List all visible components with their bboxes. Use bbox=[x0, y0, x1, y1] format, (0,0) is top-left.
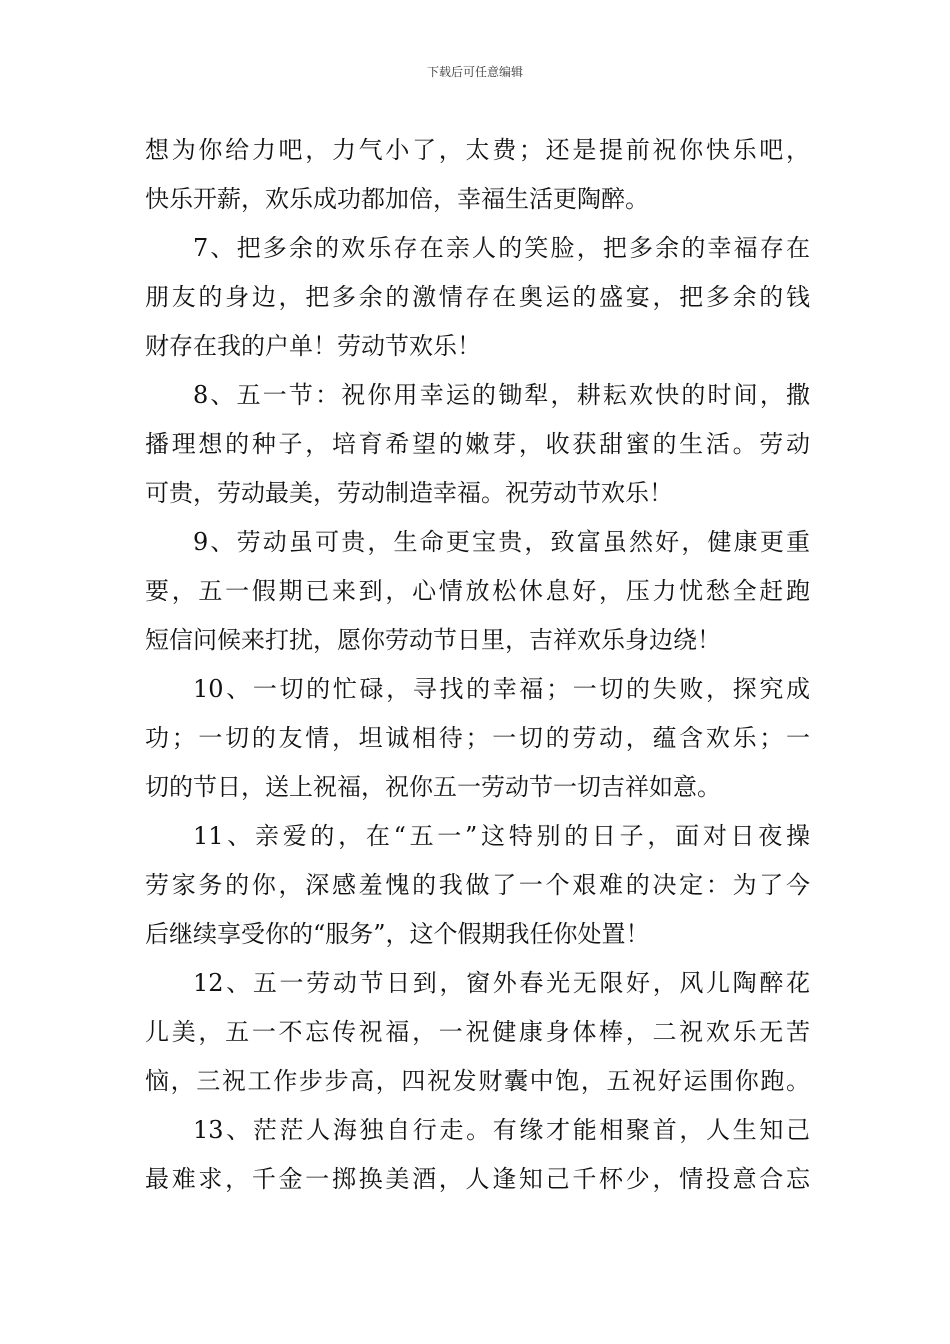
text-line: 想为你给力吧，力气小了，太费；还是提前祝你快乐吧， bbox=[145, 136, 810, 164]
page-header: 下载后可任意编辑 bbox=[426, 65, 523, 79]
text-line: 短信问候来打扰，愿你劳动节日里，吉祥欢乐身边绕！ bbox=[145, 626, 721, 654]
text-line: 8、五一节：祝你用幸运的锄犁，耕耘欢快的时间，撒 bbox=[193, 381, 810, 409]
text-line: 切的节日，送上祝福，祝你五一劳动节一切吉祥如意。 bbox=[145, 773, 721, 801]
text-line: 最难求，千金一掷换美酒，人逢知己千杯少，情投意合忘 bbox=[145, 1165, 810, 1193]
text-line: 13、茫茫人海独自行走。有缘才能相聚首，人生知己 bbox=[193, 1116, 810, 1144]
text-line: 9、劳动虽可贵，生命更宝贵，致富虽然好，健康更重 bbox=[193, 528, 810, 556]
text-line: 要，五一假期已来到，心情放松休息好，压力忧愁全赶跑 bbox=[145, 577, 810, 605]
text-line: 7、把多余的欢乐存在亲人的笑脸，把多余的幸福存在 bbox=[193, 234, 810, 262]
text-line: 功；一切的友情，坦诚相待；一切的劳动，蕴含欢乐；一 bbox=[145, 724, 810, 752]
document-body bbox=[145, 126, 810, 1204]
text-line: 播理想的种子，培育希望的嫩芽，收获甜蜜的生活。劳动 bbox=[145, 430, 810, 458]
text-line: 财存在我的户单！劳动节欢乐！ bbox=[145, 332, 481, 360]
text-line: 朋友的身边，把多余的激情存在奥运的盛宴，把多余的钱 bbox=[145, 283, 810, 311]
text-line: 可贵，劳动最美，劳动制造幸福。祝劳动节欢乐！ bbox=[145, 479, 673, 507]
text-line: 10、一切的忙碌，寻找的幸福；一切的失败，探究成 bbox=[193, 675, 810, 703]
text-line: 儿美，五一不忘传祝福，一祝健康身体棒，二祝欢乐无苦 bbox=[145, 1018, 810, 1046]
text-line: 劳家务的你，深感羞愧的我做了一个艰难的决定：为了今 bbox=[145, 871, 810, 899]
text-line: 12、五一劳动节日到，窗外春光无限好，风儿陶醉花 bbox=[193, 969, 810, 997]
text-line: 后继续享受你的“服务”，这个假期我任你处置！ bbox=[145, 920, 650, 948]
text-line: 快乐开薪，欢乐成功都加倍，幸福生活更陶醉。 bbox=[145, 185, 649, 213]
text-line: 恼，三祝工作步步高，四祝发财囊中饱，五祝好运围你跑。 bbox=[145, 1067, 810, 1095]
text-line: 11、亲爱的，在“五一”这特别的日子，面对日夜操 bbox=[193, 822, 810, 850]
